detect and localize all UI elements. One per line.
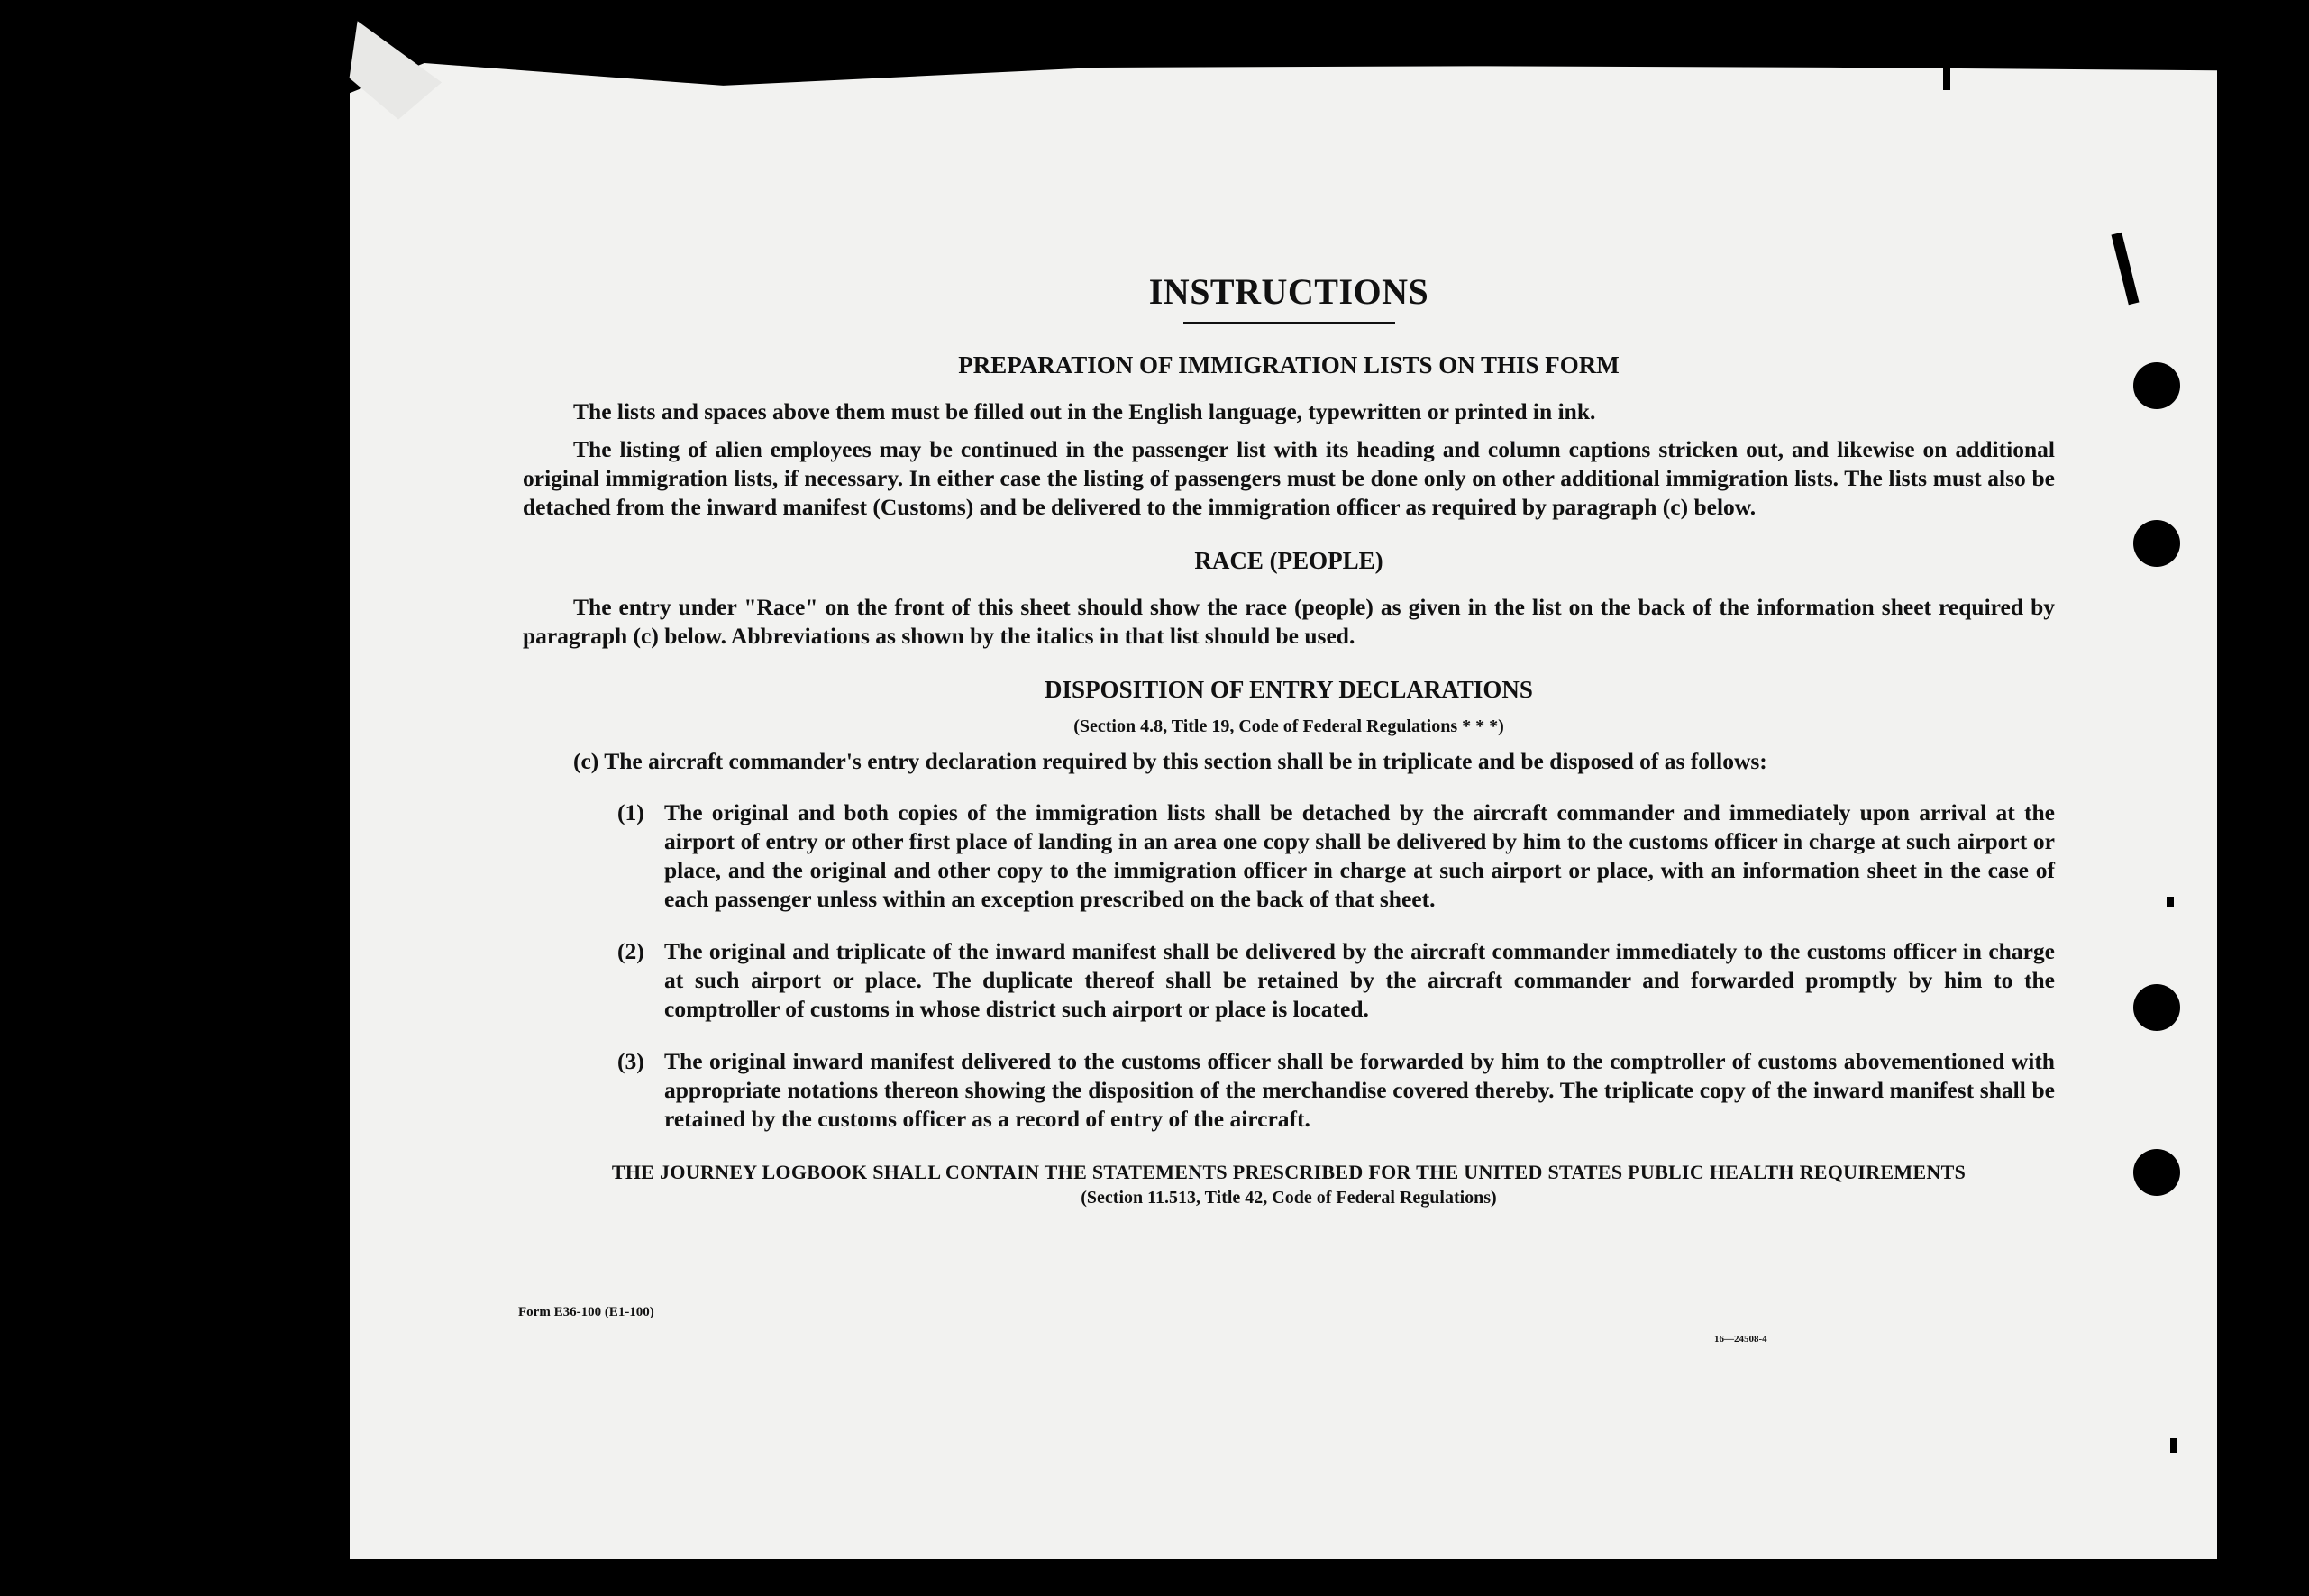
item-text: The original inward manifest delivered to the customs officer shall be forwarded by him to the comptroller of customs abovementioned with appropriate notations thereon showing the disposition of the merchandise covered thereby. The triplicate copy of the inward manifest shall be retained by the customs officer as a record of entry of the aircraft. xyxy=(664,1048,2055,1132)
item-number: (2) xyxy=(617,938,644,964)
edge-mark xyxy=(2170,1438,2177,1453)
punch-hole xyxy=(2133,520,2180,567)
punch-hole xyxy=(2133,1149,2180,1196)
title-underline xyxy=(1183,322,1395,324)
page-title: INSTRUCTIONS xyxy=(1148,271,1429,312)
print-code: 16—24508-4 xyxy=(1714,1334,1767,1345)
form-number: Form E36-100 (E1-100) xyxy=(518,1305,654,1319)
item-number: (1) xyxy=(617,799,644,825)
edge-mark xyxy=(1943,65,1950,90)
instructions-body xyxy=(523,261,2055,1208)
list-item xyxy=(617,1047,2055,1134)
list-item xyxy=(617,937,2055,1024)
health-requirements-notice: THE JOURNEY LOGBOOK SHALL CONTAIN THE STATEMENTS PRESCRIBED FOR THE UNITED STATES PUBLIC HEALTH REQUIREMENTS xyxy=(611,1161,1967,1183)
prep-paragraph-1: The lists and spaces above them must be filled out in the English language, typewritten or printed in ink. xyxy=(573,398,1596,424)
section-heading-preparation: PREPARATION OF IMMIGRATION LISTS ON THIS FORM xyxy=(958,351,1620,378)
item-text: The original and triplicate of the inward manifest shall be delivered by the aircraft commander immediately to the customs officer in charge at such airport or place. The duplicate thereof shall be retained by the aircraft commander and forwarded promptly by him to the comptroller of customs in whose district such airport or place is located. xyxy=(664,938,2055,1022)
health-requirements-citation: (Section 11.513, Title 42, Code of Federal Regulations) xyxy=(1081,1188,1497,1208)
race-paragraph: The entry under "Race" on the front of this sheet should show the race (people) as given in the list on the back of the information sheet required by paragraph (c) below. Abbreviations as shown by the italics in that list should be used. xyxy=(523,594,2055,649)
section-heading-race: RACE (PEOPLE) xyxy=(1194,547,1383,574)
list-item xyxy=(617,798,2055,914)
paragraph-c: (c) The aircraft commander's entry declaration required by this section shall be in triplicate and be disposed of as follows: xyxy=(573,748,1767,774)
edge-mark xyxy=(2167,897,2174,907)
punch-hole xyxy=(2133,984,2180,1031)
item-number: (3) xyxy=(617,1048,644,1074)
section-heading-disposition: DISPOSITION OF ENTRY DECLARATIONS xyxy=(1045,676,1533,703)
punch-hole xyxy=(2133,362,2180,409)
prep-paragraph-2: The listing of alien employees may be continued in the passenger list with its heading and column captions stricken out, and likewise on additional original immigration lists, if necessary. In either case the listing of passengers must be done only on other additional immigration lists. The lists must also be detached from the inward manifest (Customs) and be delivered to the immigration officer as required by paragraph (c) below. xyxy=(523,436,2055,520)
item-text: The original and both copies of the immigration lists shall be detached by the aircraft commander and immediately upon arrival at the airport of entry or other first place of landing in an area one copy shall be delivered by him to the customs officer in charge at such airport or place, and the original and other copy to the immigration officer in charge at such airport or place, with an information sheet in the case of each passenger unless within an exception prescribed on the back of that sheet. xyxy=(664,799,2055,912)
disposition-citation: (Section 4.8, Title 19, Code of Federal Regulations * * *) xyxy=(1073,716,1504,736)
